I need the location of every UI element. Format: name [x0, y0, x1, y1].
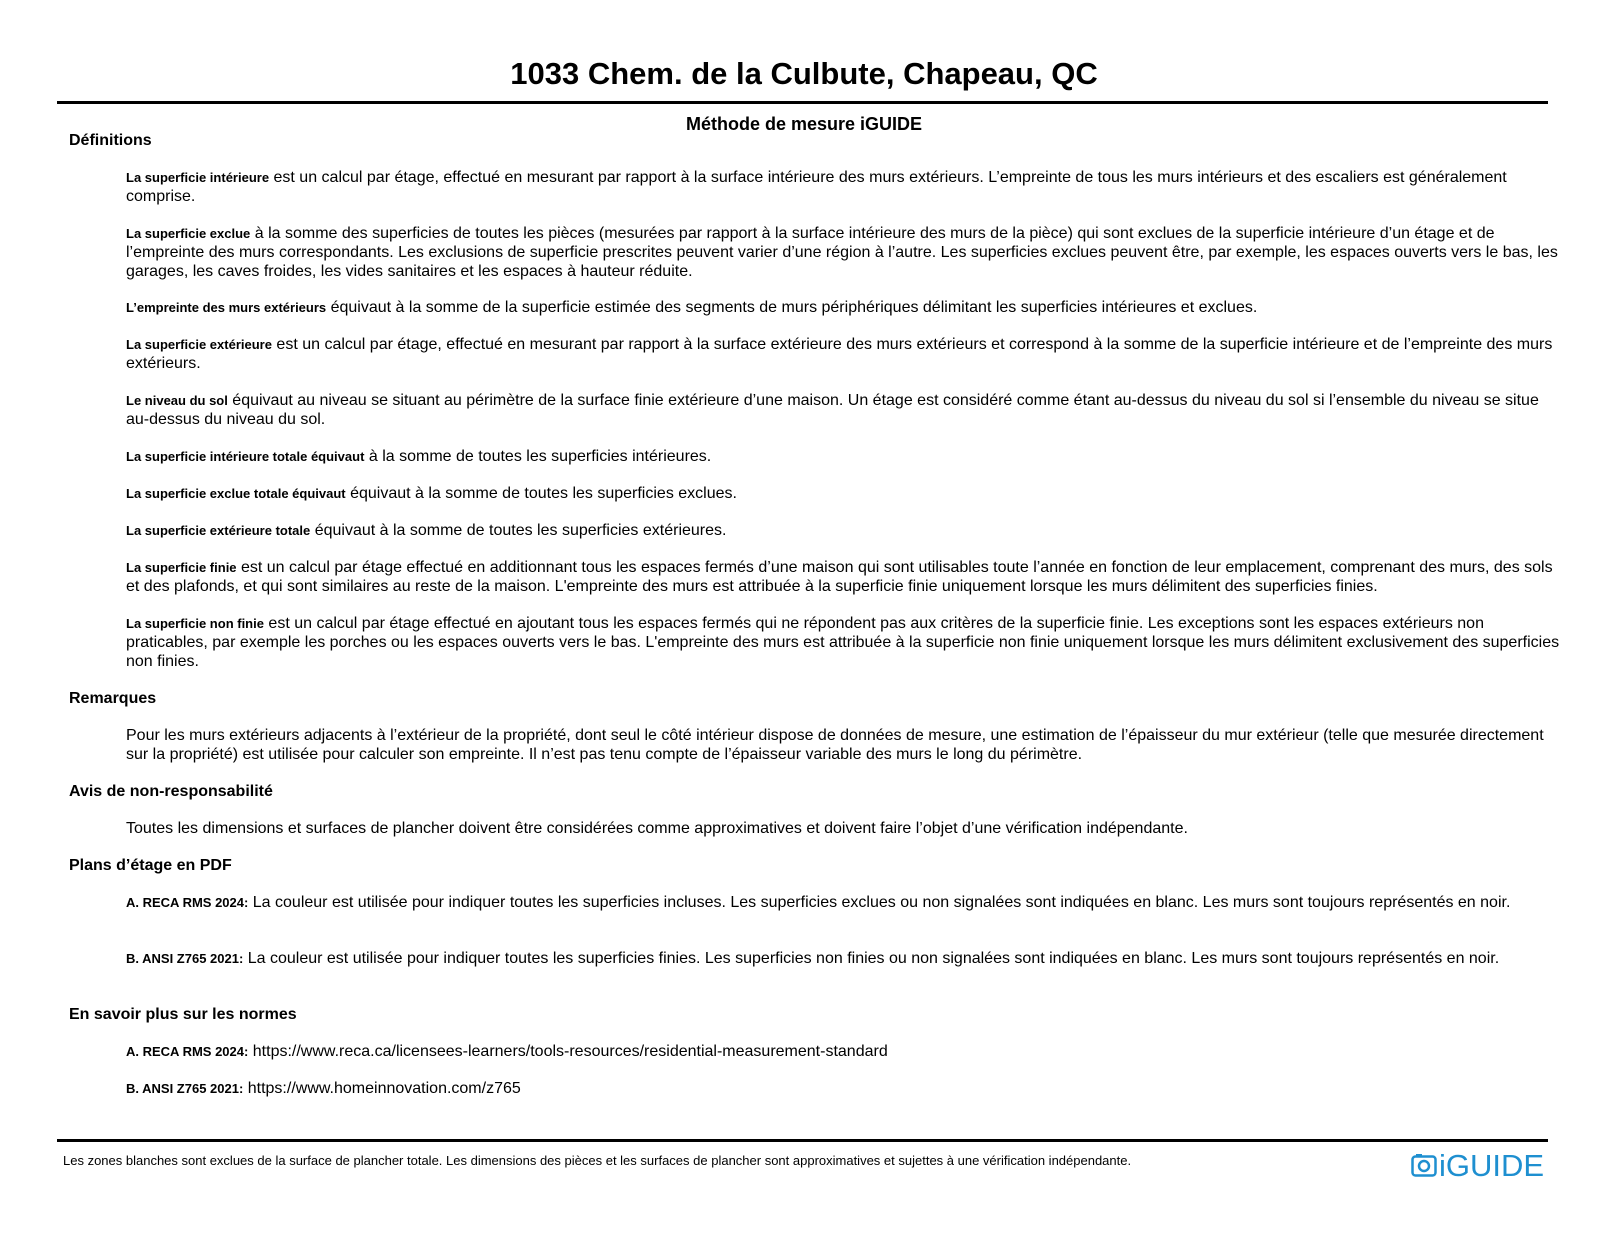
definition-text: à la somme de toutes les superficies intérieures. [364, 448, 712, 465]
section-heading-disclaimer: Avis de non-responsabilité [69, 783, 273, 800]
definition-term: La superficie non finie [126, 616, 264, 631]
definition-term: Le niveau du sol [126, 393, 228, 408]
bottom-divider [57, 1139, 1548, 1142]
definition-text: est un calcul par étage, effectué en mesurant par rapport à la surface intérieure des murs extérieurs. L’empreinte de tous les murs intérieurs et des escaliers est généralement comprise. [126, 169, 1507, 205]
definition-term: L’empreinte des murs extérieurs [126, 300, 327, 315]
standard-item [126, 1079, 1566, 1098]
definition-item [126, 168, 1566, 206]
standard-link[interactable]: https://www.reca.ca/licensees-learners/tools-resources/residential-measurement-standard [248, 1043, 888, 1060]
section-heading-standards: En savoir plus sur les normes [69, 1006, 297, 1023]
standard-link[interactable]: https://www.homeinnovation.com/z765 [243, 1080, 521, 1097]
definition-term: La superficie extérieure totale [126, 523, 311, 538]
pdf-plan-text: La couleur est utilisée pour indiquer toutes les superficies finies. Les superficies non finies ou non signalées sont indiquées en blanc. Les murs sont toujours représentés en noir. [243, 950, 1500, 967]
definition-term: La superficie exclue [126, 226, 251, 241]
definition-text: est un calcul par étage effectué en additionnant tous les espaces fermés d’une maison qui sont utilisables toute l’année en fonction de leur emplacement, comprenant des murs, des sols et des plafonds, et qui sont similaires au reste de la maison. L'empreinte des murs est attribuée à la superficie finie uniquement lorsque les murs délimitent des superficies finies. [126, 559, 1553, 595]
pdf-plan-item [126, 893, 1566, 912]
section-heading-definitions: Définitions [69, 132, 152, 149]
iguide-logo [1411, 1150, 1544, 1182]
standard-term: B. ANSI Z765 2021: [126, 1081, 244, 1096]
definition-text: est un calcul par étage effectué en ajoutant tous les espaces fermés qui ne répondent pas aux critères de la superficie finie. Les exceptions sont les espaces extérieurs non praticables, par exemple les porches ou les espaces ouverts vers le bas. L'empreinte des murs est attribuée à la superficie non finie uniquement lorsque les murs délimitent exclusivement des superficies non finies. [126, 615, 1560, 670]
definition-item [126, 484, 1566, 503]
definition-item [126, 298, 1566, 317]
definition-item [126, 558, 1566, 596]
pdf-plan-text: La couleur est utilisée pour indiquer toutes les superficies incluses. Les superficies exclues ou non signalées sont indiquées en blanc. Les murs sont toujours représentés en noir. [248, 894, 1511, 911]
definition-text: équivaut à la somme de la superficie estimée des segments de murs périphériques délimitant les superficies intérieures et exclues. [326, 299, 1258, 316]
definition-text: est un calcul par étage, effectué en mesurant par rapport à la surface extérieure des murs extérieurs et correspond à la somme de la superficie intérieure et de l’empreinte des murs extérieurs. [126, 336, 1553, 372]
definition-term: La superficie intérieure [126, 170, 270, 185]
pdf-plan-term: B. ANSI Z765 2021: [126, 951, 244, 966]
definition-term: La superficie finie [126, 560, 237, 575]
definition-item [126, 335, 1566, 373]
logo-text: iGUIDE [1439, 1148, 1545, 1183]
definition-term: La superficie extérieure [126, 337, 272, 352]
remarks-text: Pour les murs extérieurs adjacents à l’extérieur de la propriété, dont seul le côté intérieur dispose de données de mesure, une estimation de l’épaisseur du mur extérieur (telle que mesurée directement sur la propriété) est utilisée pour calculer son empreinte. Il n’est pas tenu compte de l’épaisseur variable des murs le long du périmètre. [126, 727, 1544, 763]
camera-icon [1411, 1153, 1437, 1179]
section-heading-remarks: Remarques [69, 690, 157, 707]
pdf-plan-item [126, 949, 1566, 968]
definition-term: La superficie exclue totale équivaut [126, 486, 346, 501]
page-title: 1033 Chem. de la Culbute, Chapeau, QC [510, 56, 1098, 91]
definition-text: à la somme des superficies de toutes les pièces (mesurées par rapport à la surface intérieure des murs de la pièce) qui sont exclues de la superficie intérieure d’un étage et de l’empreinte des murs correspondants. Les exclusions de superficie prescrites peuvent varier d’une région à l’autre. Les superficies exclues peuvent être, par exemple, les espaces ouverts vers le bas, les garages, les caves froides, les vides sanitaires et les espaces à hauteur réduite. [126, 225, 1558, 280]
definition-item [126, 447, 1566, 466]
standard-item [126, 1042, 1566, 1061]
page-subtitle: Méthode de mesure iGUIDE [685, 114, 923, 134]
definition-term: La superficie intérieure totale équivaut [126, 449, 365, 464]
definition-item [126, 224, 1566, 281]
definition-text: équivaut au niveau se situant au périmètre de la surface finie extérieure d’une maison. Un étage est considéré comme étant au-dessus du niveau du sol si l’ensemble du niveau se situe au-dessus du niveau du sol. [126, 392, 1539, 428]
disclaimer-text: Toutes les dimensions et surfaces de plancher doivent être considérées comme approximatives et doivent faire l’objet d’une vérification indépendante. [126, 820, 1188, 837]
section-heading-pdf-plans: Plans d’étage en PDF [69, 857, 232, 874]
top-divider [57, 101, 1548, 104]
standard-term: A. RECA RMS 2024: [126, 1044, 249, 1059]
definition-item [126, 391, 1566, 429]
definition-text: équivaut à la somme de toutes les superficies extérieures. [310, 522, 727, 539]
definition-item [126, 614, 1566, 671]
definition-item [126, 521, 1566, 540]
pdf-plan-term: A. RECA RMS 2024: [126, 895, 249, 910]
definition-text: équivaut à la somme de toutes les superficies exclues. [345, 485, 737, 502]
footer-note: Les zones blanches sont exclues de la surface de plancher totale. Les dimensions des pièces et les surfaces de plancher sont approximatives et sujettes à une vérification indépendante. [63, 1153, 1132, 1168]
